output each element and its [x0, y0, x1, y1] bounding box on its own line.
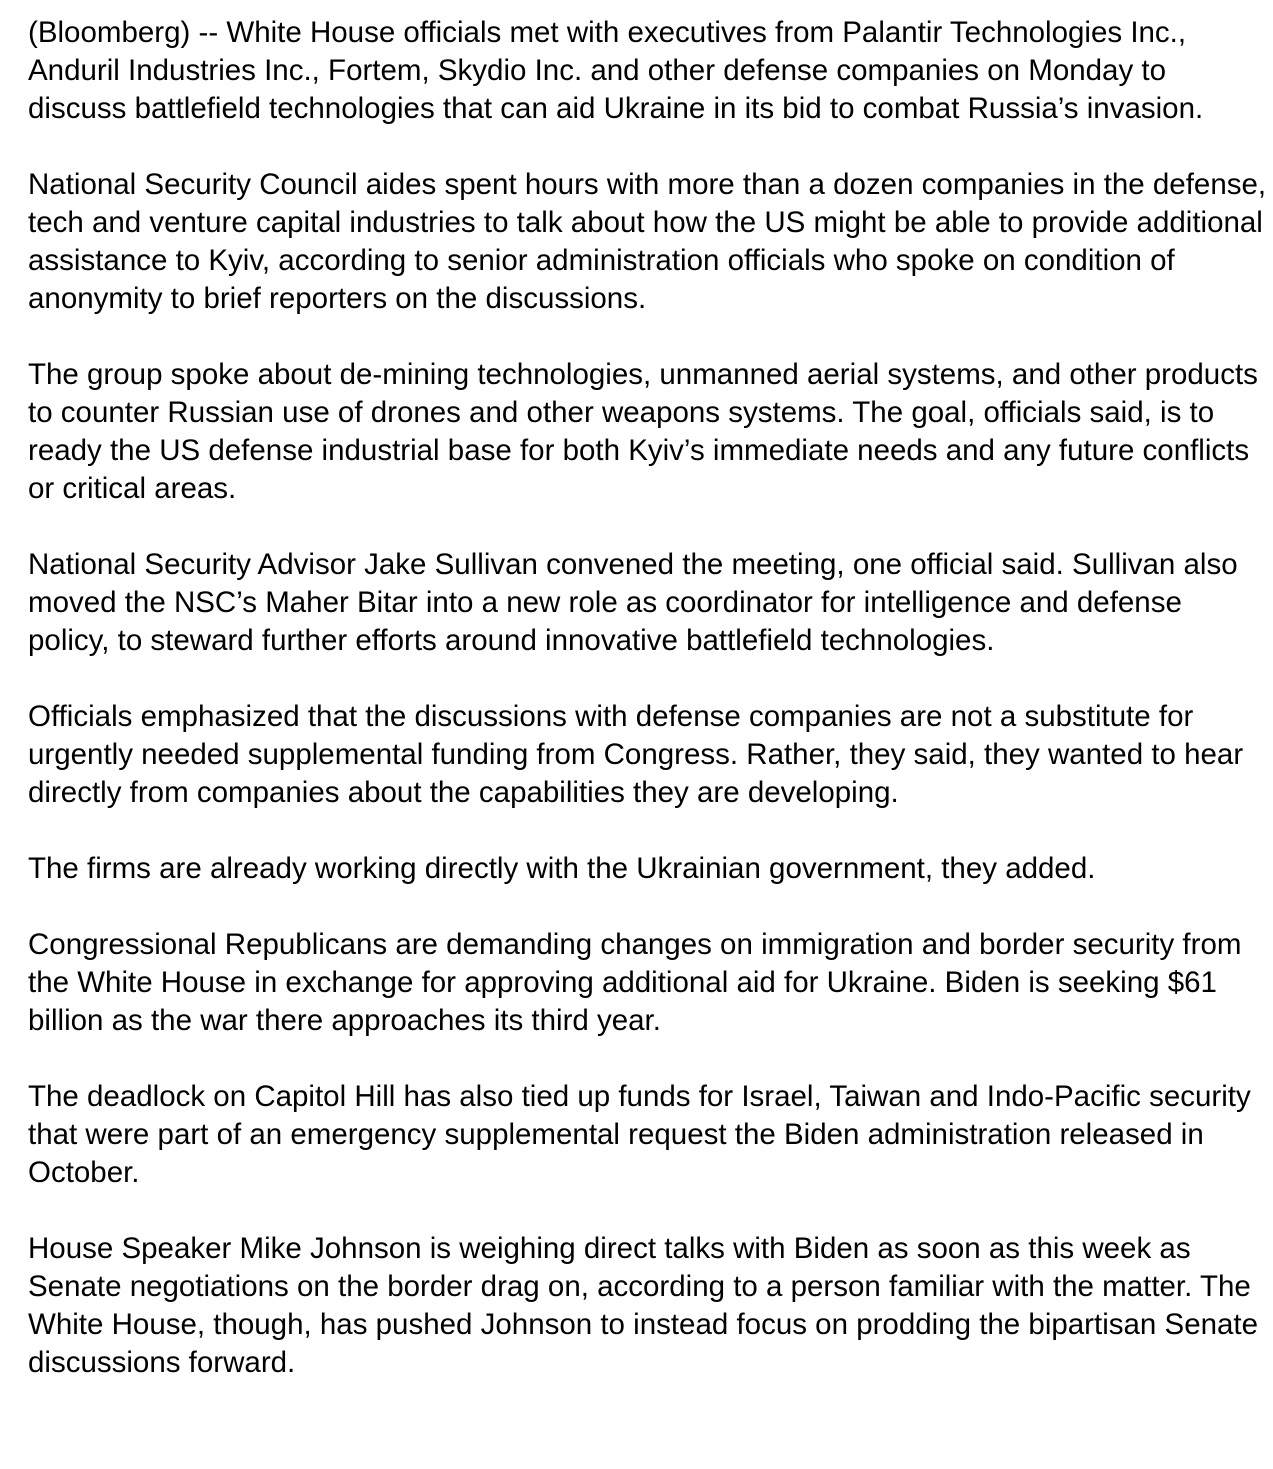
article-paragraph: The group spoke about de-mining technologies, unmanned aerial systems, and other products to counter Russian use of drones and other weapons systems. The goal, officials said, is to ready the US defense industrial base for both Kyiv’s immediate needs and any future conflicts or critical areas.: [28, 358, 1258, 505]
article-paragraph: Congressional Republicans are demanding changes on immigration and border security from the White House in exchange for approving additional aid for Ukraine. Biden is seeking $61 billion as the war there approaches its third year.: [28, 928, 1242, 1037]
article-paragraph: National Security Advisor Jake Sullivan convened the meeting, one official said. Sullivan also moved the NSC’s Maher Bitar into a new role as coordinator for intelligence and defense policy, to steward further efforts around innovative battlefield technologies.: [28, 548, 1238, 657]
article-paragraph: The firms are already working directly with the Ukrainian government, they added.: [28, 852, 1096, 885]
article-paragraph: (Bloomberg) -- White House officials met with executives from Palantir Technologies Inc., Anduril Industries Inc., Fortem, Skydio Inc. and other defense companies on Monday to discuss battlefield technologies that can aid Ukraine in its bid to combat Russia’s invasion.: [28, 16, 1204, 125]
article-paragraph: House Speaker Mike Johnson is weighing direct talks with Biden as soon as this week as Senate negotiations on the border drag on, according to a person familiar with the matter. The White House, though, has pushed Johnson to instead focus on prodding the bipartisan Senate discussions forward.: [28, 1232, 1259, 1379]
article-paragraph: National Security Council aides spent hours with more than a dozen companies in the defense, tech and venture capital industries to talk about how the US might be able to provide additional assistance to Kyiv, according to senior administration officials who spoke on condition of anonymity to brief reporters on the discussions.: [28, 168, 1267, 315]
article-paragraph: Officials emphasized that the discussions with defense companies are not a substitute for urgently needed supplemental funding from Congress. Rather, they said, they wanted to hear directly from companies about the capabilities they are developing.: [28, 700, 1244, 809]
article-paragraph: The deadlock on Capitol Hill has also tied up funds for Israel, Taiwan and Indo-Pacific security that were part of an emergency supplemental request the Biden administration released in October.: [28, 1080, 1251, 1189]
article-body: [28, 14, 1268, 1382]
